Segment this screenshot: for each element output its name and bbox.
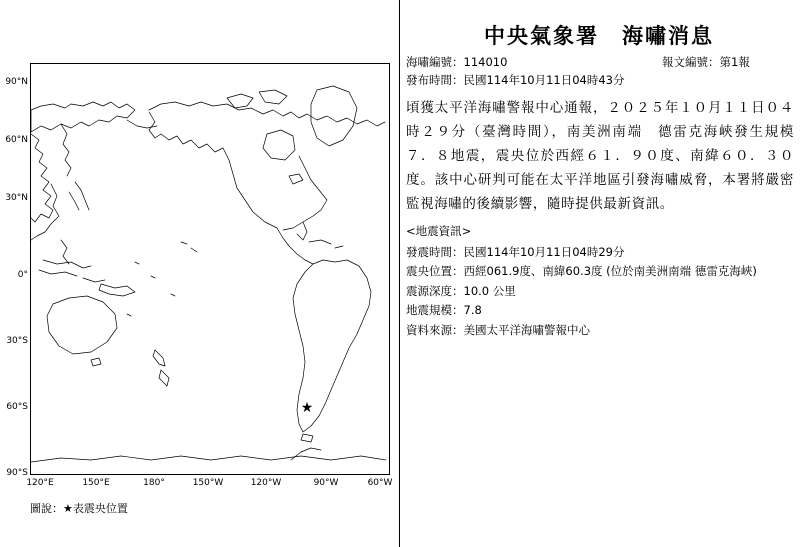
lon-label-60w: 60°W [367, 478, 393, 488]
tsunami-serial-label: 海嘯編號： [406, 55, 464, 69]
panel-divider [399, 0, 400, 547]
quake-magnitude-value: 7.8 [463, 303, 482, 317]
quake-epicenter-label: 震央位置： [406, 264, 464, 278]
lon-label-120e: 120°E [26, 478, 54, 488]
earthquake-info-section [406, 222, 796, 340]
lon-label-120w: 120°W [250, 478, 282, 488]
lon-label-150e: 150°E [82, 478, 110, 488]
quake-depth-value: 10.0 公里 [463, 283, 516, 298]
lon-label-180: 180° [143, 478, 165, 488]
lat-label-0: 0° [17, 270, 28, 280]
map-coastlines [31, 64, 386, 471]
lon-label-90w: 90°W [313, 478, 339, 488]
page-title: 中央氣象署 海嘯消息 [484, 24, 714, 48]
epicenter-star-icon: ★ [300, 400, 314, 416]
lat-label-90n: 90°N [5, 77, 28, 87]
document-number-label: 報文編號： [662, 55, 720, 69]
quake-depth-label: 震源深度： [406, 283, 464, 298]
quake-depth [406, 282, 796, 302]
report-body: 頃獲太平洋海嘯警報中心通報，２０２５年１０月１１日０４時２９分（臺灣時間），南美洲南端 德雷克海峽發生規模７．８地震，震央位於西經６１．９０度、南緯６０．３０度。該中心研判可能在太平洋地區引發海嘯威脅，本署將嚴密監視海嘯的後續影響，隨時提供最新資訊。 [406, 100, 794, 212]
earthquake-info-heading: <地震資訊> [406, 224, 472, 238]
quake-origin-time-label: 發震時間： [406, 244, 464, 259]
issue-time-label: 發布時間： [406, 73, 464, 87]
lat-label-60s: 60°S [6, 402, 28, 412]
quake-epicenter-value: 西經061.9度、南緯60.3度 (位於南美洲南端 德雷克海峽) [463, 264, 757, 278]
world-map [30, 63, 390, 475]
document-number [662, 54, 750, 70]
lat-label-30s: 30°S [6, 336, 28, 346]
lon-label-150w: 150°W [192, 478, 224, 488]
tsunami-serial [406, 54, 507, 70]
lat-label-30n: 30°N [5, 193, 28, 203]
quake-source-value: 美國太平洋海嘯警報中心 [463, 322, 590, 337]
quake-source [406, 321, 796, 341]
tsunami-map-panel [0, 8, 400, 528]
quake-source-label: 資料來源： [406, 322, 464, 337]
report-panel [404, 0, 800, 547]
lat-label-60n: 60°N [5, 135, 28, 145]
quake-magnitude-label: 地震規模： [406, 303, 464, 317]
quake-origin-time [406, 243, 796, 263]
issue-time [406, 72, 624, 88]
quake-magnitude [406, 301, 796, 321]
tsunami-serial-value: 114010 [463, 55, 508, 69]
document-number-value: 第1報 [719, 55, 750, 69]
quake-origin-time-value: 民國114年10月11日04時29分 [463, 244, 625, 259]
lat-label-90s: 90°S [6, 468, 28, 478]
issue-time-value: 民國114年10月11日04時43分 [463, 73, 625, 87]
map-legend: 圖說：★表震央位置 [30, 502, 128, 515]
quake-epicenter [406, 262, 796, 282]
